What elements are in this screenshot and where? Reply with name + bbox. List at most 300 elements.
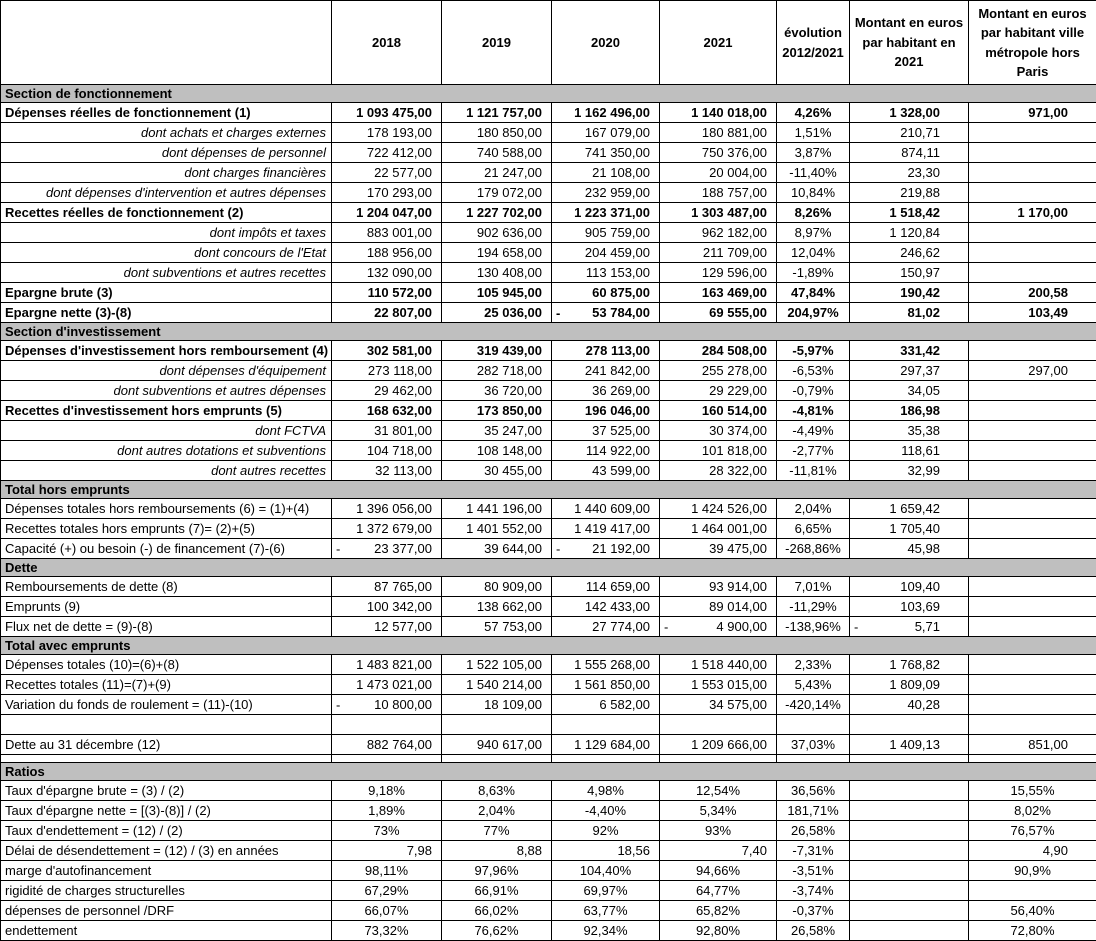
- cell-2020: 104,40%: [552, 861, 660, 881]
- cell-montant-par-habitant: 40,28: [850, 695, 969, 715]
- col-header-montant-par-habitant: Montant en euros par habitant en 2021: [850, 1, 969, 85]
- cell-montant-par-habitant: 219,88: [850, 183, 969, 203]
- cell-2018: 1 372 679,00: [332, 519, 442, 539]
- cell-montant-metropole: [969, 655, 1096, 675]
- cell-2021: 962 182,00: [660, 223, 777, 243]
- cell-2021: 28 322,00: [660, 461, 777, 481]
- cell-2021: 94,66%: [660, 861, 777, 881]
- cell-evolution: -5,97%: [777, 341, 850, 361]
- table-row: [1, 861, 1096, 881]
- cell-2019: 21 247,00: [442, 163, 552, 183]
- cell-2020: 1 440 609,00: [552, 499, 660, 519]
- cell-2019: 1 227 702,00: [442, 203, 552, 223]
- row-label: Recettes d'investissement hors emprunts (5): [1, 401, 332, 421]
- cell-2018: 22 577,00: [332, 163, 442, 183]
- cell-2020: 241 842,00: [552, 361, 660, 381]
- cell-2020: 196 046,00: [552, 401, 660, 421]
- cell-2018: 178 193,00: [332, 123, 442, 143]
- cell-2021: 1 553 015,00: [660, 675, 777, 695]
- cell-2018: 883 001,00: [332, 223, 442, 243]
- row-label: Remboursements de dette (8): [1, 577, 332, 597]
- cell-montant-par-habitant: [850, 921, 969, 941]
- cell-2020: 142 433,00: [552, 597, 660, 617]
- cell-2021: 129 596,00: [660, 263, 777, 283]
- cell-montant-metropole: [969, 163, 1096, 183]
- cell-montant-metropole: 297,00: [969, 361, 1096, 381]
- cell-montant-metropole: [969, 341, 1096, 361]
- cell-2021: 34 575,00: [660, 695, 777, 715]
- cell-montant-par-habitant: [850, 881, 969, 901]
- cell-2019: 1 540 214,00: [442, 675, 552, 695]
- section-title: Ratios: [1, 763, 1096, 781]
- cell-evolution: [777, 755, 850, 763]
- cell-evolution: -3,74%: [777, 881, 850, 901]
- cell-2021: 12,54%: [660, 781, 777, 801]
- table-row: [1, 283, 1096, 303]
- cell-2018: 882 764,00: [332, 735, 442, 755]
- cell-2021: 64,77%: [660, 881, 777, 901]
- cell-montant-metropole: [969, 755, 1096, 763]
- cell-montant-metropole: 8,02%: [969, 801, 1096, 821]
- row-label: dont dépenses d'intervention et autres dépenses: [1, 183, 332, 203]
- cell-montant-par-habitant: [850, 901, 969, 921]
- cell-2020: -4,40%: [552, 801, 660, 821]
- row-label: Taux d'épargne nette = [(3)-(8)] / (2): [1, 801, 332, 821]
- cell-2018: [332, 539, 442, 559]
- section-row: [1, 85, 1096, 103]
- table-row: [1, 801, 1096, 821]
- cell-evolution: -268,86%: [777, 539, 850, 559]
- table-row: [1, 539, 1096, 559]
- cell-2018: 1 093 475,00: [332, 103, 442, 123]
- cell-montant-par-habitant: [850, 617, 969, 637]
- row-label: Recettes totales hors emprunts (7)= (2)+(5): [1, 519, 332, 539]
- row-label: Dépenses totales (10)=(6)+(8): [1, 655, 332, 675]
- cell-montant-metropole: [969, 539, 1096, 559]
- cell-2020: 37 525,00: [552, 421, 660, 441]
- row-label: Capacité (+) ou besoin (-) de financement (7)-(6): [1, 539, 332, 559]
- cell-2021: 284 508,00: [660, 341, 777, 361]
- cell-number: 10 800,00: [374, 697, 432, 712]
- cell-2019: 282 718,00: [442, 361, 552, 381]
- table-row: [1, 361, 1096, 381]
- row-label: Flux net de dette = (9)-(8): [1, 617, 332, 637]
- cell-2019: 77%: [442, 821, 552, 841]
- table-row: [1, 243, 1096, 263]
- table-row: [1, 519, 1096, 539]
- table-row: [1, 143, 1096, 163]
- cell-2019: 173 850,00: [442, 401, 552, 421]
- cell-2018: 7,98: [332, 841, 442, 861]
- cell-2020: 6 582,00: [552, 695, 660, 715]
- table-row: [1, 901, 1096, 921]
- cell-montant-metropole: [969, 617, 1096, 637]
- cell-2018: 32 113,00: [332, 461, 442, 481]
- cell-evolution: 26,58%: [777, 921, 850, 941]
- cell-2020: 1 555 268,00: [552, 655, 660, 675]
- cell-number: 21 192,00: [592, 541, 650, 556]
- cell-2019: 76,62%: [442, 921, 552, 941]
- row-label: dont concours de l'Etat: [1, 243, 332, 263]
- col-header-evolution: évolution 2012/2021: [777, 1, 850, 85]
- cell-montant-metropole: [969, 597, 1096, 617]
- cell-2019: 25 036,00: [442, 303, 552, 323]
- row-label: dépenses de personnel /DRF: [1, 901, 332, 921]
- row-label: Dépenses totales hors remboursements (6) = (1)+(4): [1, 499, 332, 519]
- cell-montant-par-habitant: 35,38: [850, 421, 969, 441]
- cell-2020: 741 350,00: [552, 143, 660, 163]
- cell-2019: 1 522 105,00: [442, 655, 552, 675]
- cell-2021: [660, 715, 777, 735]
- row-label: Emprunts (9): [1, 597, 332, 617]
- cell-2018: 67,29%: [332, 881, 442, 901]
- cell-evolution: 12,04%: [777, 243, 850, 263]
- row-label: dont charges financières: [1, 163, 332, 183]
- cell-evolution: -11,29%: [777, 597, 850, 617]
- cell-montant-par-habitant: 1 409,13: [850, 735, 969, 755]
- section-title: Total hors emprunts: [1, 481, 1096, 499]
- cell-2018: [332, 715, 442, 735]
- cell-montant-par-habitant: [850, 715, 969, 735]
- cell-montant-metropole: [969, 223, 1096, 243]
- table-row: [1, 163, 1096, 183]
- spacer-row: [1, 715, 1096, 735]
- cell-2019: 36 720,00: [442, 381, 552, 401]
- cell-evolution: -2,77%: [777, 441, 850, 461]
- table-row: [1, 303, 1096, 323]
- cell-montant-par-habitant: [850, 801, 969, 821]
- cell-evolution: -11,81%: [777, 461, 850, 481]
- cell-2020: 204 459,00: [552, 243, 660, 263]
- cell-2019: 105 945,00: [442, 283, 552, 303]
- cell-2021: [660, 755, 777, 763]
- cell-2021: 29 229,00: [660, 381, 777, 401]
- cell-montant-metropole: 200,58: [969, 283, 1096, 303]
- cell-2018: 29 462,00: [332, 381, 442, 401]
- cell-2020: 60 875,00: [552, 283, 660, 303]
- cell-montant-par-habitant: 23,30: [850, 163, 969, 183]
- cell-2021: 1 464 001,00: [660, 519, 777, 539]
- cell-2018: 22 807,00: [332, 303, 442, 323]
- cell-2020: 1 129 684,00: [552, 735, 660, 755]
- cell-evolution: 7,01%: [777, 577, 850, 597]
- cell-montant-par-habitant: 34,05: [850, 381, 969, 401]
- cell-evolution: 204,97%: [777, 303, 850, 323]
- cell-2020: 1 162 496,00: [552, 103, 660, 123]
- cell-2020: 92,34%: [552, 921, 660, 941]
- cell-montant-metropole: [969, 183, 1096, 203]
- negative-sign: -: [556, 541, 561, 556]
- cell-2018: 188 956,00: [332, 243, 442, 263]
- row-label: dont subventions et autres dépenses: [1, 381, 332, 401]
- cell-montant-metropole: [969, 577, 1096, 597]
- cell-2019: 57 753,00: [442, 617, 552, 637]
- table-row: [1, 341, 1096, 361]
- cell-2019: [442, 715, 552, 735]
- cell-montant-par-habitant: 874,11: [850, 143, 969, 163]
- section-row: [1, 559, 1096, 577]
- row-label: [1, 715, 332, 735]
- table-row: [1, 781, 1096, 801]
- table-row: [1, 577, 1096, 597]
- section-title: Total avec emprunts: [1, 637, 1096, 655]
- table-row: [1, 499, 1096, 519]
- cell-montant-metropole: [969, 519, 1096, 539]
- cell-2021: 1 518 440,00: [660, 655, 777, 675]
- cell-2021: 163 469,00: [660, 283, 777, 303]
- negative-sign: -: [336, 697, 341, 712]
- cell-montant-metropole: 971,00: [969, 103, 1096, 123]
- cell-2019: 138 662,00: [442, 597, 552, 617]
- cell-2019: 194 658,00: [442, 243, 552, 263]
- table-row: [1, 735, 1096, 755]
- cell-2018: 9,18%: [332, 781, 442, 801]
- cell-2018: 273 118,00: [332, 361, 442, 381]
- cell-montant-metropole: [969, 243, 1096, 263]
- cell-2018: 100 342,00: [332, 597, 442, 617]
- cell-2019: 902 636,00: [442, 223, 552, 243]
- col-header-2021: 2021: [660, 1, 777, 85]
- table-row: [1, 183, 1096, 203]
- cell-evolution: -420,14%: [777, 695, 850, 715]
- row-label: Epargne nette (3)-(8): [1, 303, 332, 323]
- table-row: [1, 263, 1096, 283]
- cell-evolution: [777, 715, 850, 735]
- section-title: Section de fonctionnement: [1, 85, 1096, 103]
- cell-evolution: 3,87%: [777, 143, 850, 163]
- cell-montant-metropole: [969, 263, 1096, 283]
- row-label: dont autres dotations et subventions: [1, 441, 332, 461]
- cell-2018: 1,89%: [332, 801, 442, 821]
- cell-2018: 66,07%: [332, 901, 442, 921]
- cell-montant-par-habitant: 81,02: [850, 303, 969, 323]
- cell-montant-par-habitant: [850, 781, 969, 801]
- cell-montant-par-habitant: [850, 821, 969, 841]
- cell-evolution: -11,40%: [777, 163, 850, 183]
- cell-2021: 1 424 526,00: [660, 499, 777, 519]
- cell-2020: 4,98%: [552, 781, 660, 801]
- cell-2019: 8,63%: [442, 781, 552, 801]
- cell-2021: 93%: [660, 821, 777, 841]
- cell-montant-metropole: [969, 441, 1096, 461]
- cell-2019: 66,02%: [442, 901, 552, 921]
- row-label: dont achats et charges externes: [1, 123, 332, 143]
- cell-evolution: -0,37%: [777, 901, 850, 921]
- cell-2018: 31 801,00: [332, 421, 442, 441]
- cell-montant-par-habitant: 1 120,84: [850, 223, 969, 243]
- section-row: [1, 637, 1096, 655]
- row-label: dont FCTVA: [1, 421, 332, 441]
- cell-2021: 5,34%: [660, 801, 777, 821]
- cell-montant-par-habitant: 297,37: [850, 361, 969, 381]
- cell-2019: 180 850,00: [442, 123, 552, 143]
- table-row: [1, 381, 1096, 401]
- cell-montant-metropole: 1 170,00: [969, 203, 1096, 223]
- cell-montant-metropole: 90,9%: [969, 861, 1096, 881]
- cell-2020: [552, 303, 660, 323]
- cell-2019: 1 441 196,00: [442, 499, 552, 519]
- table-row: [1, 841, 1096, 861]
- section-title: Dette: [1, 559, 1096, 577]
- cell-montant-par-habitant: 1 809,09: [850, 675, 969, 695]
- cell-2021: 1 209 666,00: [660, 735, 777, 755]
- cell-2018: 132 090,00: [332, 263, 442, 283]
- cell-montant-metropole: [969, 461, 1096, 481]
- cell-2021: 101 818,00: [660, 441, 777, 461]
- cell-2018: 1 473 021,00: [332, 675, 442, 695]
- cell-montant-par-habitant: 186,98: [850, 401, 969, 421]
- cell-2019: 8,88: [442, 841, 552, 861]
- cell-montant-par-habitant: 103,69: [850, 597, 969, 617]
- cell-montant-par-habitant: 1 328,00: [850, 103, 969, 123]
- cell-2020: [552, 755, 660, 763]
- table-row: [1, 821, 1096, 841]
- cell-2020: 18,56: [552, 841, 660, 861]
- table-row: [1, 461, 1096, 481]
- cell-montant-par-habitant: 1 518,42: [850, 203, 969, 223]
- cell-2019: [442, 755, 552, 763]
- cell-evolution: 37,03%: [777, 735, 850, 755]
- cell-montant-metropole: [969, 143, 1096, 163]
- cell-2021: 39 475,00: [660, 539, 777, 559]
- cell-2021: [660, 617, 777, 637]
- row-label: Dépenses réelles de fonctionnement (1): [1, 103, 332, 123]
- cell-2020: [552, 539, 660, 559]
- cell-montant-par-habitant: [850, 755, 969, 763]
- col-header-2020: 2020: [552, 1, 660, 85]
- table-row: [1, 881, 1096, 901]
- cell-evolution: 2,33%: [777, 655, 850, 675]
- cell-2018: 170 293,00: [332, 183, 442, 203]
- cell-evolution: -4,81%: [777, 401, 850, 421]
- header-row: [1, 1, 1096, 85]
- cell-montant-metropole: [969, 499, 1096, 519]
- cell-2021: 92,80%: [660, 921, 777, 941]
- cell-2020: 114 922,00: [552, 441, 660, 461]
- cell-montant-par-habitant: 210,71: [850, 123, 969, 143]
- cell-montant-metropole: 56,40%: [969, 901, 1096, 921]
- table-row: [1, 203, 1096, 223]
- section-row: [1, 763, 1096, 781]
- cell-evolution: -138,96%: [777, 617, 850, 637]
- row-label: dont autres recettes: [1, 461, 332, 481]
- cell-2021: 180 881,00: [660, 123, 777, 143]
- cell-2019: 940 617,00: [442, 735, 552, 755]
- cell-montant-metropole: [969, 881, 1096, 901]
- table-row: [1, 401, 1096, 421]
- cell-number: 23 377,00: [374, 541, 432, 556]
- cell-2019: 66,91%: [442, 881, 552, 901]
- cell-2021: 255 278,00: [660, 361, 777, 381]
- cell-montant-par-habitant: 45,98: [850, 539, 969, 559]
- cell-2021: 211 709,00: [660, 243, 777, 263]
- cell-montant-par-habitant: 190,42: [850, 283, 969, 303]
- negative-sign: -: [664, 619, 669, 634]
- table-row: [1, 597, 1096, 617]
- cell-evolution: -7,31%: [777, 841, 850, 861]
- cell-evolution: 8,97%: [777, 223, 850, 243]
- cell-2018: 87 765,00: [332, 577, 442, 597]
- cell-montant-metropole: 103,49: [969, 303, 1096, 323]
- cell-2021: 30 374,00: [660, 421, 777, 441]
- cell-2020: 113 153,00: [552, 263, 660, 283]
- cell-evolution: 5,43%: [777, 675, 850, 695]
- cell-2019: 18 109,00: [442, 695, 552, 715]
- row-label: Recettes réelles de fonctionnement (2): [1, 203, 332, 223]
- table-row: [1, 617, 1096, 637]
- cell-evolution: -6,53%: [777, 361, 850, 381]
- negative-sign: -: [336, 541, 341, 556]
- cell-evolution: 8,26%: [777, 203, 850, 223]
- cell-2020: 167 079,00: [552, 123, 660, 143]
- cell-2019: 97,96%: [442, 861, 552, 881]
- cell-montant-par-habitant: [850, 841, 969, 861]
- cell-2018: 73,32%: [332, 921, 442, 941]
- cell-evolution: 47,84%: [777, 283, 850, 303]
- cell-montant-metropole: 4,90: [969, 841, 1096, 861]
- cell-2018: 302 581,00: [332, 341, 442, 361]
- cell-2018: 73%: [332, 821, 442, 841]
- table-row: [1, 123, 1096, 143]
- cell-2021: 188 757,00: [660, 183, 777, 203]
- cell-2020: 92%: [552, 821, 660, 841]
- cell-montant-par-habitant: 331,42: [850, 341, 969, 361]
- corner-cell: [1, 1, 332, 85]
- row-label: Variation du fonds de roulement = (11)-(10): [1, 695, 332, 715]
- section-row: [1, 323, 1096, 341]
- cell-2019: 319 439,00: [442, 341, 552, 361]
- cell-evolution: 36,56%: [777, 781, 850, 801]
- row-label: Dépenses d'investissement hors remboursement (4): [1, 341, 332, 361]
- cell-2020: 232 959,00: [552, 183, 660, 203]
- row-label: endettement: [1, 921, 332, 941]
- cell-montant-metropole: 72,80%: [969, 921, 1096, 941]
- cell-montant-par-habitant: [850, 861, 969, 881]
- cell-2020: 278 113,00: [552, 341, 660, 361]
- row-label: dont dépenses d'équipement: [1, 361, 332, 381]
- cell-2020: 36 269,00: [552, 381, 660, 401]
- row-label: Taux d'épargne brute = (3) / (2): [1, 781, 332, 801]
- col-header-montant-metropole: Montant en euros par habitant ville métropole hors Paris: [969, 1, 1096, 85]
- cell-evolution: 10,84%: [777, 183, 850, 203]
- cell-2021: 65,82%: [660, 901, 777, 921]
- row-label: rigidité de charges structurelles: [1, 881, 332, 901]
- cell-2019: 179 072,00: [442, 183, 552, 203]
- cell-number: 53 784,00: [592, 305, 650, 320]
- cell-evolution: 26,58%: [777, 821, 850, 841]
- cell-2019: 35 247,00: [442, 421, 552, 441]
- row-label: Dette au 31 décembre (12): [1, 735, 332, 755]
- table-row: [1, 421, 1096, 441]
- cell-montant-par-habitant: 150,97: [850, 263, 969, 283]
- cell-montant-metropole: [969, 421, 1096, 441]
- cell-2020: [552, 715, 660, 735]
- cell-montant-metropole: 15,55%: [969, 781, 1096, 801]
- cell-evolution: 2,04%: [777, 499, 850, 519]
- cell-montant-par-habitant: 118,61: [850, 441, 969, 461]
- col-header-2018: 2018: [332, 1, 442, 85]
- cell-2020: 1 561 850,00: [552, 675, 660, 695]
- cell-2018: 12 577,00: [332, 617, 442, 637]
- table-row: [1, 223, 1096, 243]
- cell-2018: 1 483 821,00: [332, 655, 442, 675]
- cell-montant-par-habitant: 1 768,82: [850, 655, 969, 675]
- cell-montant-metropole: 76,57%: [969, 821, 1096, 841]
- table-row: [1, 441, 1096, 461]
- cell-2021: 1 303 487,00: [660, 203, 777, 223]
- cell-2021: 750 376,00: [660, 143, 777, 163]
- cell-2019: 2,04%: [442, 801, 552, 821]
